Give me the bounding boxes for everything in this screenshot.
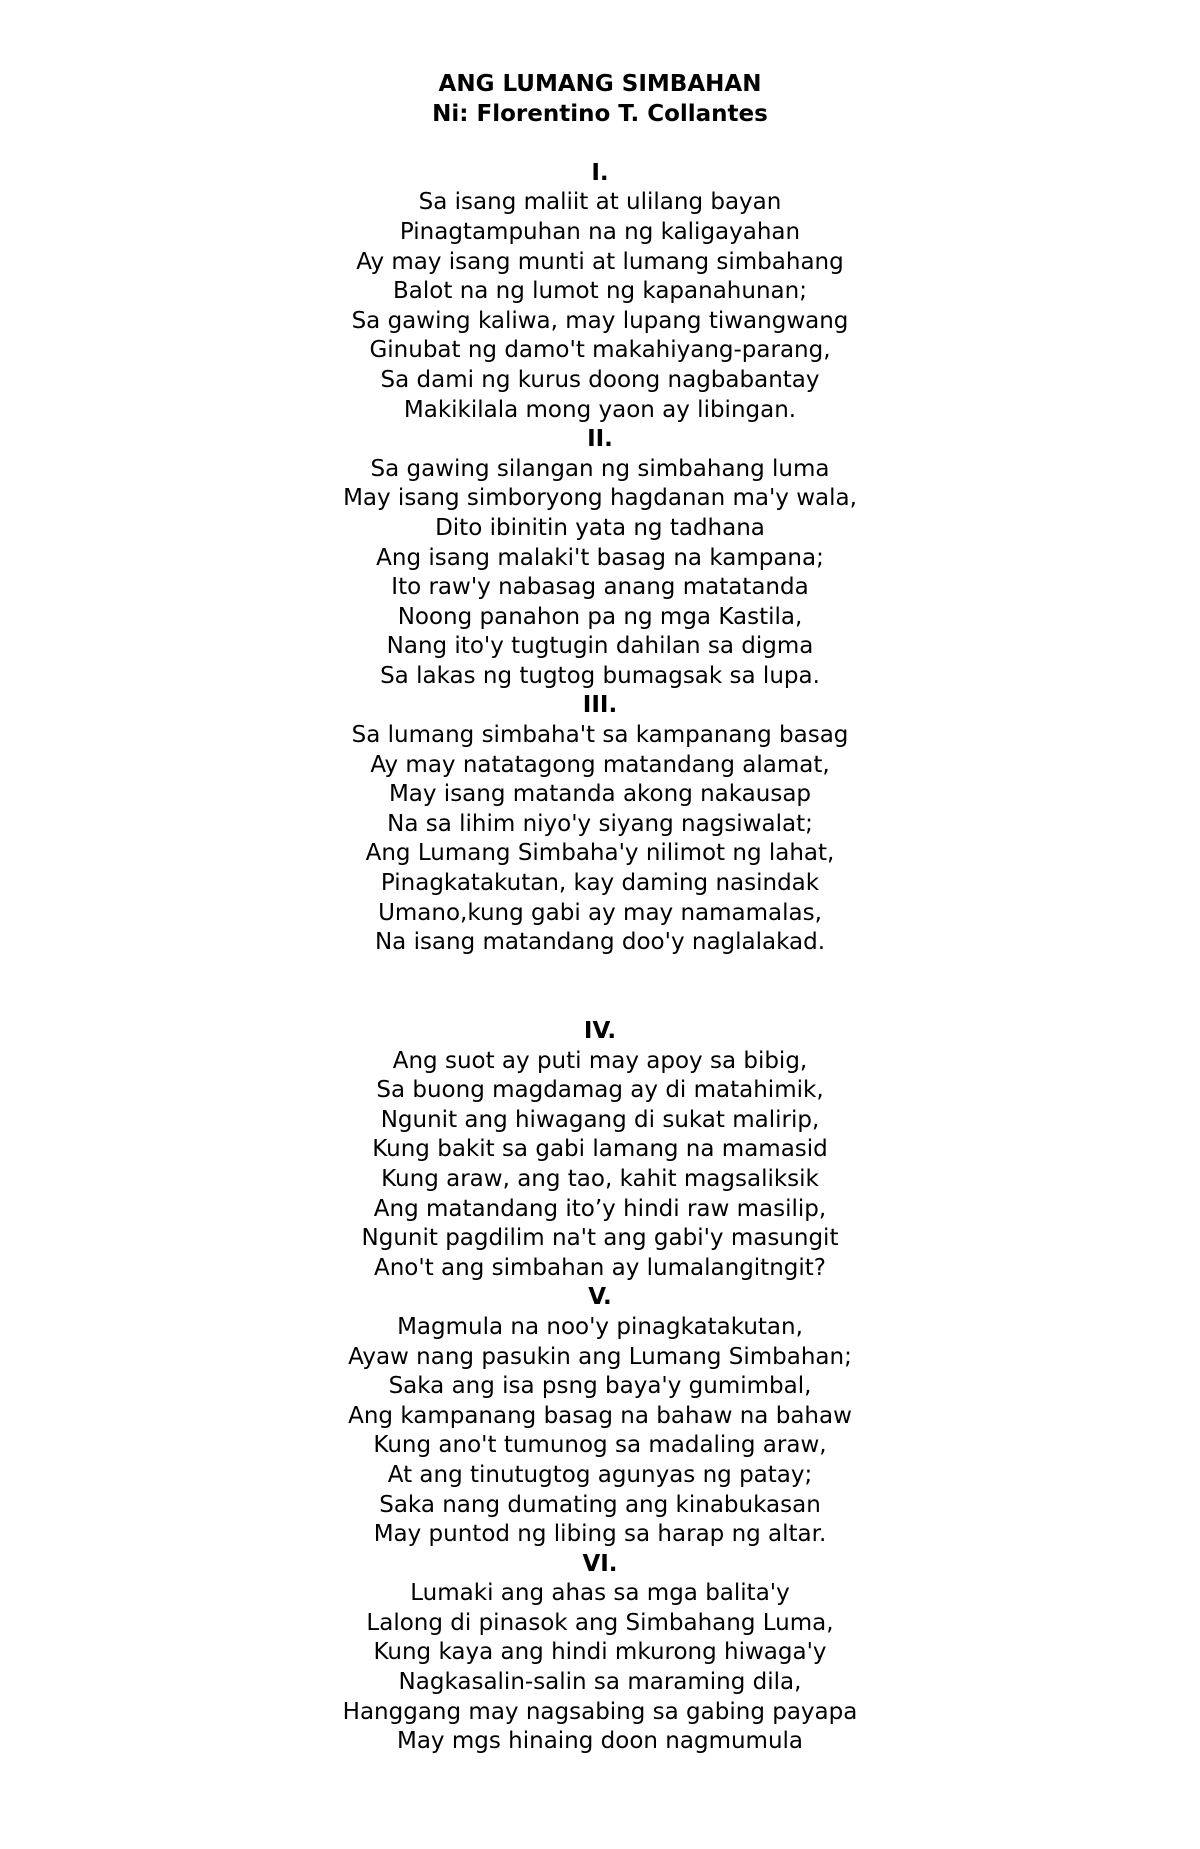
poem-line: Kung araw, ang tao, kahit magsaliksik: [381, 1165, 819, 1192]
poem-line: Magmula na noo'y pinagkatakutan,: [397, 1313, 803, 1340]
poem-line: Ano't ang simbahan ay lumalangitngit?: [374, 1254, 826, 1281]
poem-line: At ang tinutugtog agunyas ng patay;: [387, 1461, 813, 1488]
stanza: [0, 1283, 1200, 1549]
poem-line: Saka nang dumating ang kinabukasan: [379, 1491, 821, 1518]
poem-line: May puntod ng libing sa harap ng altar.: [373, 1521, 827, 1548]
poem-line: Kung bakit sa gabi lamang na mamasid: [372, 1136, 828, 1163]
stanza-heading: III.: [582, 692, 618, 719]
poem-line: Lalong di pinasok ang Simbahang Luma,: [366, 1609, 834, 1636]
poem-line: Kung kaya ang hindi mkurong hiwaga'y: [373, 1639, 827, 1666]
poem-line: Umano,kung gabi ay may namamalas,: [378, 899, 822, 926]
poem-line: Na isang matandang doo'y naglalakad.: [374, 929, 826, 956]
document-page: [0, 70, 1200, 1757]
poem-line: Ay may isang munti at lumang simbahang: [356, 248, 844, 275]
document-title: ANG LUMANG SIMBAHAN: [438, 71, 762, 97]
title-block: [0, 70, 1200, 129]
stanza: [0, 1550, 1200, 1757]
stanza-heading: V.: [588, 1284, 612, 1311]
poem-line: May mgs hinaing doon nagmumula: [396, 1728, 804, 1755]
poem-line: Ang suot ay puti may apoy sa bibig,: [392, 1047, 808, 1074]
poem-line: Balot na ng lumot ng kapanahunan;: [393, 278, 807, 305]
poem-line: Ginubat ng damo't makahiyang-parang,: [369, 337, 831, 364]
poem-line: Nagkasalin-salin sa maraming dila,: [398, 1669, 802, 1696]
poem-line: Ito raw'y nabasag anang matatanda: [391, 574, 809, 601]
stanza-heading: VI.: [582, 1550, 618, 1577]
poem-line: Sa isang maliit at ulilang bayan: [418, 189, 782, 216]
poem-line: May isang simboryong hagdanan ma'y wala,: [343, 485, 857, 512]
poem-line: Hanggang may nagsabing sa gabing payapa: [342, 1698, 858, 1725]
poem-line: Ay may natatagong matandang alamat,: [370, 751, 830, 778]
poem-line: Sa gawing kaliwa, may lupang tiwangwang: [351, 307, 849, 334]
poem-line: Noong panahon pa ng mga Kastila,: [397, 603, 803, 630]
poem-line: Saka ang isa psng baya'y gumimbal,: [388, 1373, 812, 1400]
poem-line: May isang matanda akong nakausap: [388, 781, 812, 808]
poem-line: Ang Lumang Simbaha'y nilimot ng lahat,: [365, 840, 835, 867]
poem-line: Sa dami ng kurus doong nagbabantay: [380, 366, 820, 393]
stanza: [0, 1017, 1200, 1283]
poem-body: [0, 159, 1200, 1757]
poem-line: Pinagtampuhan na ng kaligayahan: [399, 218, 801, 245]
document-author: Ni: Florentino T. Collantes: [432, 100, 768, 127]
poem-line: Na sa lihim niyo'y siyang nagsiwalat;: [387, 810, 813, 837]
poem-line: Lumaki ang ahas sa mga balita'y: [410, 1580, 790, 1607]
poem-line: Ayaw nang pasukin ang Lumang Simbahan;: [348, 1343, 852, 1370]
stanza-heading: I.: [591, 159, 609, 186]
stanza-gap: [0, 958, 1200, 1017]
poem-line: Makikilala mong yaon ay libingan.: [403, 396, 797, 423]
poem-line: Pinagkatakutan, kay daming nasindak: [380, 870, 820, 897]
poem-line: Sa gawing silangan ng simbahang luma: [370, 455, 830, 482]
poem-line: Nang ito'y tugtugin dahilan sa digma: [386, 633, 814, 660]
stanza: [0, 425, 1200, 691]
spacer: [0, 129, 1200, 159]
poem-line: Sa buong magdamag ay di matahimik,: [376, 1077, 824, 1104]
poem-line: Sa lakas ng tugtog bumagsak sa lupa.: [380, 662, 820, 689]
poem-line: Kung ano't tumunog sa madaling araw,: [373, 1432, 827, 1459]
stanza-heading: II.: [587, 426, 613, 453]
poem-line: Dito ibinitin yata ng tadhana: [435, 514, 765, 541]
poem-line: Sa lumang simbaha't sa kampanang basag: [351, 722, 849, 749]
poem-line: Ang isang malaki't basag na kampana;: [376, 544, 824, 571]
poem-line: Ngunit ang hiwagang di sukat malirip,: [380, 1106, 820, 1133]
stanza: [0, 159, 1200, 425]
poem-line: Ang matandang ito’y hindi raw masilip,: [373, 1195, 827, 1222]
poem-line: Ang kampanang basag na bahaw na bahaw: [348, 1402, 852, 1429]
poem-line: Ngunit pagdilim na't ang gabi'y masungit: [361, 1225, 839, 1252]
stanza: [0, 691, 1200, 957]
stanza-heading: IV.: [583, 1018, 617, 1044]
